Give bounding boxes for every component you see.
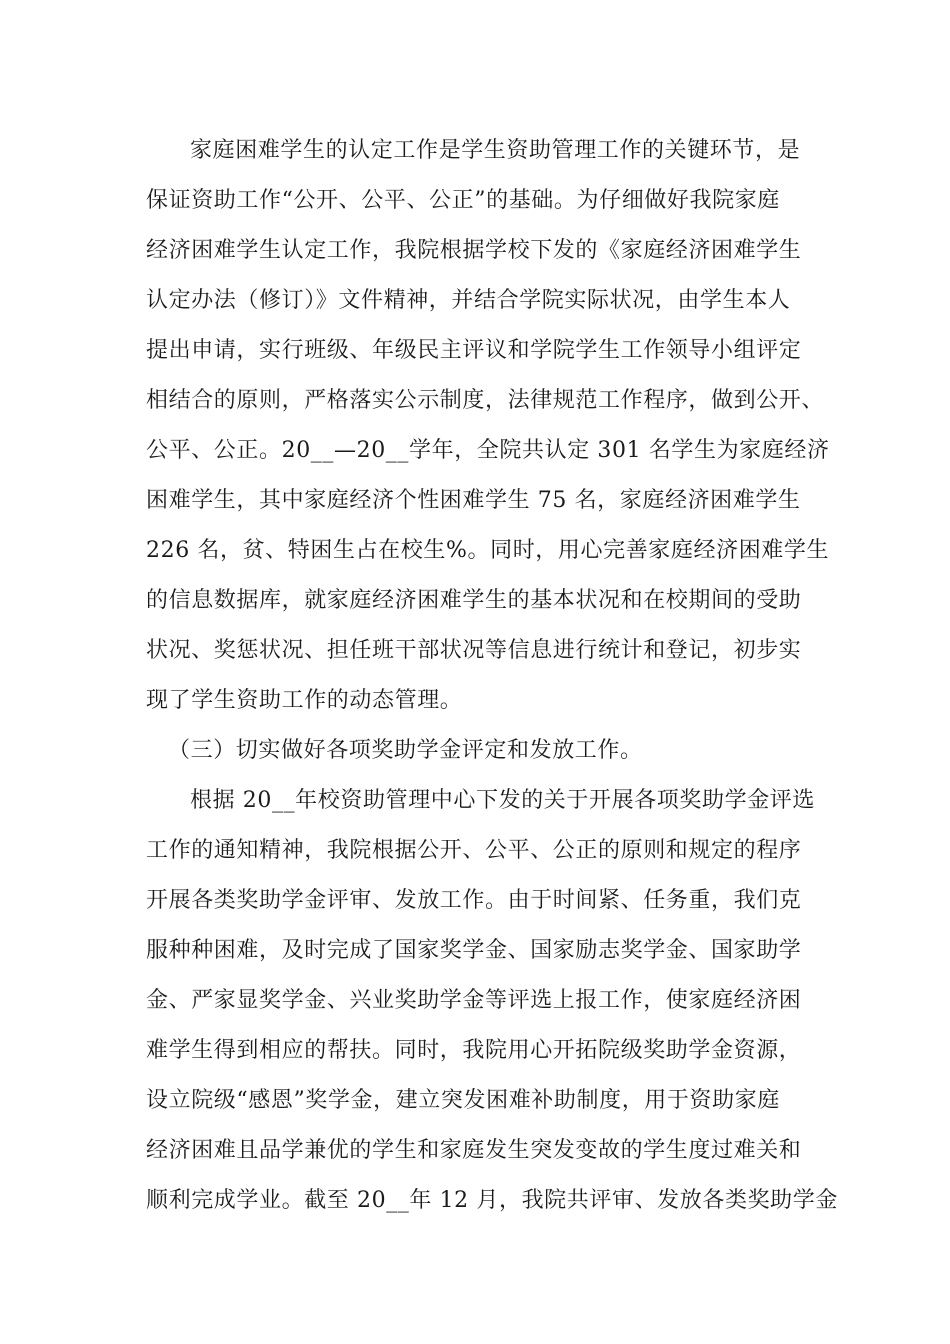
paragraph-2-line-7: 设立院级“感恩”奖学金，建立突发困难补助制度，用于资助家庭 xyxy=(146,1088,780,1113)
paragraph-2-line-4: 服种种困难，及时完成了国家奖学金、国家励志奖学金、国家助学 xyxy=(146,938,802,963)
paragraph-2-line-6: 难学生得到相应的帮扶。同时，我院用心开拓院级奖助学金资源， xyxy=(146,1038,802,1063)
paragraph-1-line-10: 的信息数据库，就家庭经济困难学生的基本状况和在校期间的受助 xyxy=(146,588,802,613)
paragraph-2-line-2: 工作的通知精神，我院根据公开、公平、公正的原则和规定的程序 xyxy=(146,838,802,863)
paragraph-2-line-5: 金、严家显奖学金、兴业奖助学金等评选上报工作，使家庭经济困 xyxy=(146,988,802,1013)
paragraph-1-line-12: 现了学生资助工作的动态管理。 xyxy=(146,688,463,713)
section-heading: （三）切实做好各项奖助学金评定和发放工作。 xyxy=(168,738,643,763)
paragraph-1-line-7: 公平、公正。20__—20__学年，全院共认定 301 名学生为家庭经济 xyxy=(146,438,830,463)
paragraph-1-line-5: 提出申请，实行班级、年级民主评议和学院学生工作领导小组评定 xyxy=(146,338,802,363)
paragraph-2-line-3: 开展各类奖助学金评审、发放工作。由于时间紧、任务重，我们克 xyxy=(146,888,802,913)
paragraph-2-line-1: 根据 20__年校资助管理中心下发的关于开展各项奖助学金评选 xyxy=(190,788,815,813)
paragraph-1-line-8: 困难学生，其中家庭经济个性困难学生 75 名，家庭经济困难学生 xyxy=(146,488,801,513)
paragraph-1-line-4: 认定办法（修订）》文件精神，并结合学院实际状况，由学生本人 xyxy=(146,288,791,313)
paragraph-1-line-9: 226 名，贫、特困生占在校生%。同时，用心完善家庭经济困难学生 xyxy=(146,538,830,563)
paragraph-1-line-3: 经济困难学生认定工作，我院根据学校下发的《家庭经济困难学生 xyxy=(146,238,802,263)
paragraph-1-line-1: 家庭困难学生的认定工作是学生资助管理工作的关键环节，是 xyxy=(190,138,801,163)
paragraph-2-line-9: 顺利完成学业。截至 20__年 12 月，我院共评审、发放各类奖助学金 xyxy=(146,1188,838,1213)
paragraph-1-line-11: 状况、奖惩状况、担任班干部状况等信息进行统计和登记，初步实 xyxy=(146,638,802,663)
paragraph-1-line-6: 相结合的原则，严格落实公示制度，法律规范工作程序，做到公开、 xyxy=(146,388,825,413)
paragraph-1-line-2: 保证资助工作“公开、公平、公正”的基础。为仔细做好我院家庭 xyxy=(146,188,780,213)
paragraph-2-line-8: 经济困难且品学兼优的学生和家庭发生突发变故的学生度过难关和 xyxy=(146,1138,802,1163)
